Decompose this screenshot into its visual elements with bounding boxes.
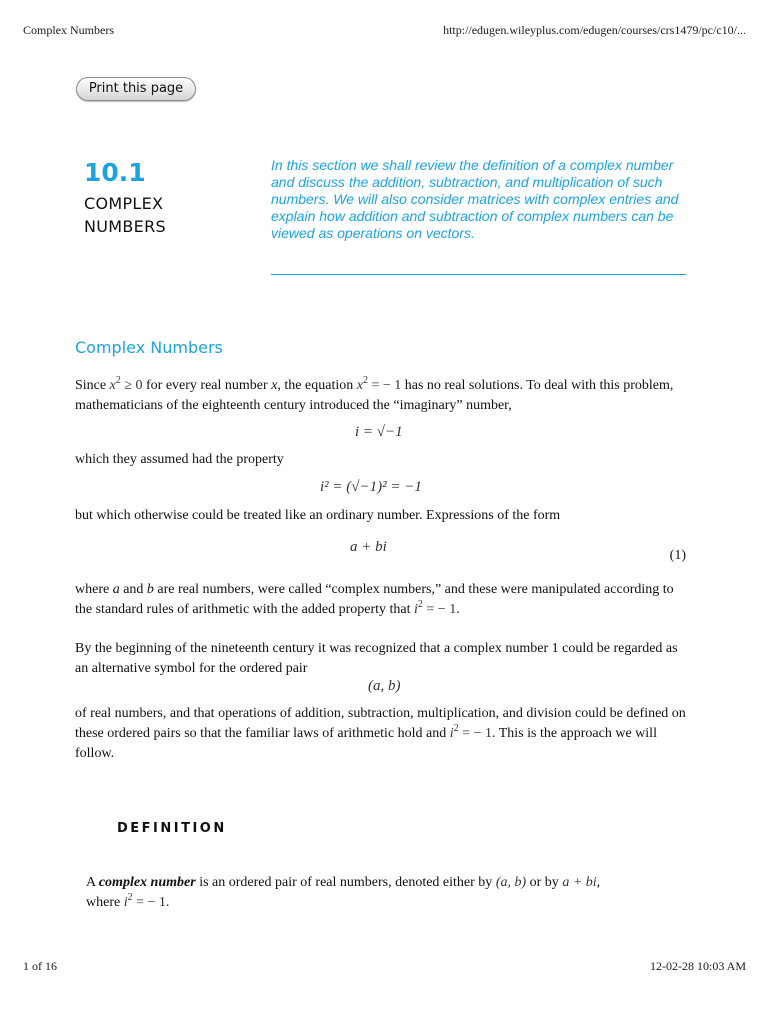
print-timestamp: 12-02-28 10:03 AM (650, 959, 746, 973)
equation-a-plus-bi: a + bi (350, 539, 387, 555)
subsection-heading: Complex Numbers (75, 338, 223, 357)
text-run: has no real solutions. To deal with this problem, mathematicians of the eighteenth century introduced the “imaginary” number, (75, 378, 674, 413)
math-i2-eq-neg1-2: $i^2$ = − 1 (449, 723, 492, 741)
section-title (84, 192, 166, 238)
math-x2-geq-0: $x^2 \ge 0$ (109, 375, 143, 393)
definition-heading: DEFINITION (117, 821, 227, 836)
text-run: , the equation (277, 378, 357, 393)
math-abi: a + bi (562, 875, 597, 890)
paragraph-property: which they assumed had the property (75, 452, 284, 467)
section-number: 10.1 (84, 158, 146, 187)
text-run: or by (526, 875, 563, 890)
print-page-button[interactable]: Print this page (76, 77, 196, 101)
math-i2-eq-neg1-3: $i^2$ = − 1 (123, 892, 166, 910)
text-run: for every real number (142, 378, 272, 393)
intro-divider (271, 274, 686, 275)
paragraph-operations (75, 704, 695, 764)
paragraph-ordinary: but which otherwise could be treated like an ordinary number. Expressions of the form (75, 508, 561, 523)
math-b: b (146, 582, 154, 597)
paragraph-nineteenth-century: By the beginning of the nineteenth century it was recognized that a complex number 1 could be regarded as an alternative symbol for the ordered pair (75, 641, 678, 676)
text-run: and (119, 582, 147, 597)
text-run: . (456, 602, 460, 617)
section-title-line2: NUMBERS (84, 217, 166, 236)
equation-number: (1) (669, 548, 686, 563)
text-run: Since (75, 378, 110, 393)
math-x2-eq-neg1: $x^2$ = − 1 (356, 375, 402, 393)
text-run: where (75, 582, 113, 597)
section-intro: In this section we shall review the definition of a complex number and discuss the addition, subtraction, and multiplication of such numbers. We will also consider matrices with complex entries and explain how addition and subtraction of complex numbers can be viewed as operations on vectors. (271, 157, 679, 241)
equation-ordered-pair: (a, b) (368, 678, 401, 694)
page-header-url: http://edugen.wileyplus.com/edugen/courses/crs1479/pc/c10/... (443, 23, 746, 37)
math-i2-eq-neg1: $i^2$ = − 1 (414, 599, 457, 617)
math-pair: (a, b) (495, 875, 527, 890)
text-run: are real numbers, were called “complex numbers,” and these were manipulated according to the standard rules of arithmetic with the added property that (75, 582, 674, 617)
text-run: . This is the approach we will follow. (75, 726, 657, 761)
text-run: A (86, 875, 99, 890)
paragraph-since (75, 376, 695, 416)
page-counter: 1 of 16 (23, 959, 57, 973)
definition-term: complex number (98, 875, 196, 890)
page-header-title: Complex Numbers (23, 23, 114, 37)
text-run: , (596, 875, 601, 890)
section-title-line1: COMPLEX (84, 194, 164, 213)
math-a: a (112, 582, 120, 597)
text-run: . (165, 895, 170, 910)
equation-i-squared: i² = (√−1)² = −1 (320, 479, 422, 495)
math-x: x (271, 378, 278, 393)
text-run: is an ordered pair of real numbers, denoted either by (195, 875, 496, 890)
definition-text (86, 873, 686, 913)
text-run: where (86, 895, 124, 910)
paragraph-where (75, 580, 675, 620)
text-run: of real numbers, and that operations of addition, subtraction, multiplication, and division could be defined on these ordered pairs so that the familiar laws of arithmetic hold and (75, 706, 686, 741)
equation-i-sqrt: i = √−1 (355, 424, 403, 440)
